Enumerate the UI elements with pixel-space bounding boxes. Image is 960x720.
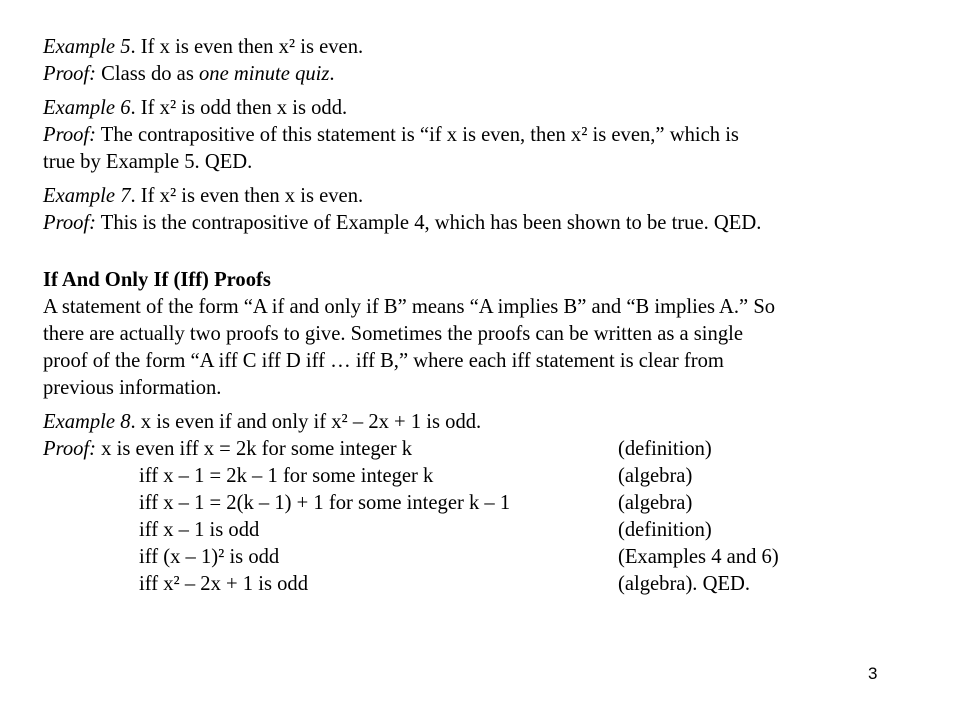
iff-paragraph-line: previous information. [43,377,222,399]
example-5-statement [43,34,923,61]
proof-step-reason: (definition) [618,519,712,541]
proof-step: iff x – 1 = 2k – 1 for some integer k (algebra) [43,463,923,490]
proof-step-reason: (definition) [618,438,712,460]
proof-label: Proof: [43,438,97,460]
example-5-text: . If x is even then x² is even. [130,36,364,58]
proof-step: iff x² – 2x + 1 is odd (algebra). QED. [43,571,923,598]
proof-step: iff x – 1 = 2(k – 1) + 1 for some integer k – 1 (algebra) [43,490,923,517]
proof-step-reason: (algebra) [618,492,693,514]
example-6-proof-continued: true by Example 5. QED. [43,151,253,173]
proof-step-reason: (Examples 4 and 6) [618,546,779,568]
example-6-proof: Proof: The contrapositive of this statement is “if x is even, then x² is even,” which is [43,124,739,146]
proof-label: Proof: [43,63,97,85]
example-7-label: Example 7 [43,185,131,207]
example-6-statement: Example 6. If x² is odd then x is odd. [43,97,348,119]
example-5-label: Example 5 [43,36,131,58]
page-number: 3 [868,664,878,683]
proof-step-reason: (algebra). QED. [618,573,751,595]
proof-label: Proof: [43,124,97,146]
iff-paragraph-line: proof of the form “A iff C iff D iff … iff B,” where each iff statement is clear from [43,350,724,372]
proof-step: iff x – 1 is odd (definition) [43,517,923,544]
example-8-statement: Example 8. x is even if and only if x² – 2x + 1 is odd. [43,411,482,433]
example-7-statement: Example 7. If x² is even then x is even. [43,185,364,207]
iff-paragraph-line: there are actually two proofs to give. Sometimes the proofs can be written as a single [43,323,743,345]
document-page [43,34,923,598]
proof-step: iff (x – 1)² is odd (Examples 4 and 6) [43,544,923,571]
iff-paragraph-line: A statement of the form “A if and only if B” means “A implies B” and “B implies A.” So [43,296,776,318]
proof-label: Proof: [43,212,97,234]
example-6-label: Example 6 [43,97,131,119]
example-5-proof: Proof: Class do as one minute quiz. [43,63,335,85]
proof-step-reason: (algebra) [618,465,693,487]
proof-step: Proof: x is even iff x = 2k for some integer k (definition) [43,436,923,463]
section-heading: If And Only If (Iff) Proofs [43,269,271,291]
example-8-label: Example 8 [43,411,131,433]
example-7-proof: Proof: This is the contrapositive of Example 4, which has been shown to be true. QED. [43,212,762,234]
